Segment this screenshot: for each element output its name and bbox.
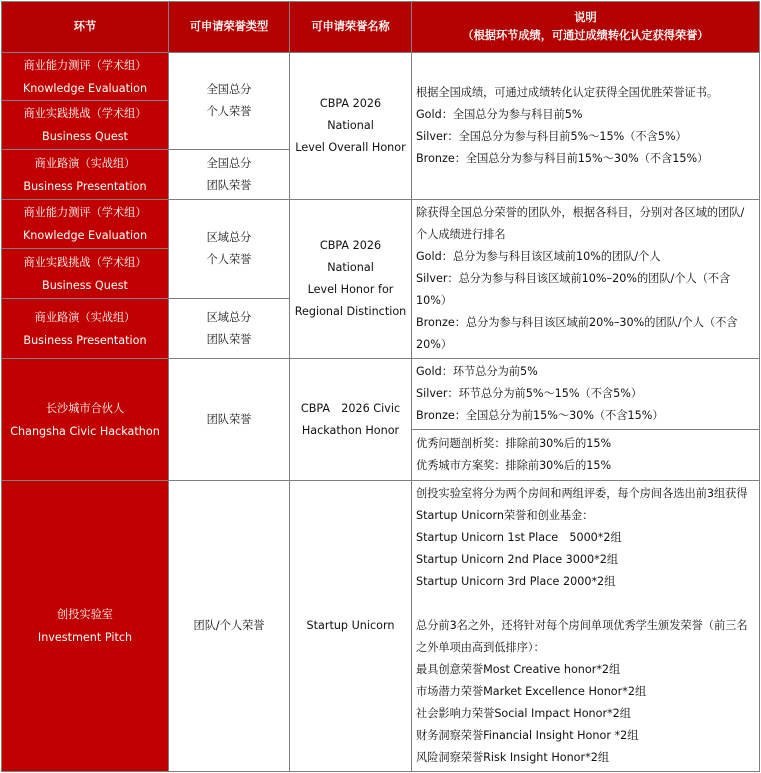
description-line: 财务洞察荣誉Financial Insight Honor *2组 <box>416 729 639 742</box>
description-pitch <box>412 481 760 772</box>
description-line: 风险洞察荣誉Risk Insight Honor*2组 <box>416 751 610 764</box>
honor-name-line: Level Honor for <box>307 283 394 296</box>
description-line: 优秀问题剖析奖：排除前30%后的15% <box>416 437 612 450</box>
honor-name-line: National <box>327 261 374 274</box>
description-line: Startup Unicorn 3rd Place 2000*2组 <box>416 575 616 588</box>
honor-type-line: 区域总分 <box>206 310 252 324</box>
honor-table <box>1 1 760 772</box>
description-national <box>412 53 760 200</box>
description-line: Silver：总分为参与科目该区域前10%–20%的团队/个人（不含10%） <box>416 272 731 307</box>
table-row <box>2 481 760 772</box>
stage-business-presentation-regional <box>2 299 169 359</box>
stage-business-quest-regional <box>2 249 169 299</box>
header-honor-type: 可申请荣誉类型 <box>169 2 290 53</box>
honor-type-hackathon: 团队荣誉 <box>169 359 290 481</box>
honor-name-line: Regional Distinction <box>294 305 407 318</box>
honor-type-line: 个人荣誉 <box>206 105 252 118</box>
stage-name-cn: 商业能力测评（学术组） <box>23 206 147 219</box>
description-line: 市场潜力荣誉Market Excellence Honor*2组 <box>416 685 647 698</box>
honor-type-line: 区域总分 <box>206 231 252 244</box>
honor-type-line: 全国总分 <box>206 83 252 96</box>
honor-type-line: 全国总分 <box>206 156 252 170</box>
description-line: 根据全国成绩，可通过成绩转化认定获得全国优胜荣誉证书。 <box>416 86 719 99</box>
honor-name-line: National <box>327 119 374 132</box>
honor-name-line: Hackathon Honor <box>301 423 400 437</box>
stage-name-cn: 商业实践挑战（学术组） <box>23 255 147 269</box>
honor-name-line: Level Overall Honor <box>295 141 406 154</box>
description-regional <box>412 200 760 359</box>
honor-name-national <box>290 53 412 200</box>
table-row <box>2 359 760 430</box>
honor-type-national-team <box>169 150 290 200</box>
honor-type-pitch: 团队/个人荣誉 <box>169 481 290 772</box>
table-row <box>2 200 760 249</box>
header-description <box>412 2 760 53</box>
honor-type-line: 团队荣誉 <box>206 178 252 192</box>
stage-name-cn: 商业路演（实战组） <box>34 156 136 170</box>
stage-name-en: Business Quest <box>42 278 128 292</box>
header-row <box>2 2 760 53</box>
stage-name-en: Business Quest <box>42 130 128 143</box>
honor-name-line: CBPA 2026 Civic <box>300 401 401 415</box>
stage-name-cn: 商业能力测评（学术组） <box>23 58 147 72</box>
header-honor-name: 可申请荣誉名称 <box>290 2 412 53</box>
description-line: 总分前3名之外，还将针对每个房间单项优秀学生颁发荣誉（前三名之外单项由高到低排序）： <box>416 619 748 654</box>
honor-name-hackathon <box>290 359 412 481</box>
description-line: 除获得全国总分荣誉的团队外，根据各科目，分别对各区域的团队/个人成绩进行排名 <box>416 206 745 241</box>
spacer <box>416 593 753 615</box>
description-line: Gold：环节总分为前5% <box>416 365 538 378</box>
description-line: Gold：全国总分为参与科目前5% <box>416 108 583 121</box>
description-line: Silver：环节总分为前5%～15%（不含5%） <box>416 387 643 400</box>
stage-knowledge-evaluation-regional <box>2 200 169 249</box>
description-line: Gold：总分为参与科目该区域前10%的团队/个人 <box>416 250 661 263</box>
honor-name-regional <box>290 200 412 359</box>
description-line: Bronze：全国总分为前15%～30%（不含15%） <box>416 409 664 422</box>
stage-name-en: Business Presentation <box>23 333 147 347</box>
stage-name-en: Knowledge Evaluation <box>22 81 148 95</box>
header-description-title: 说明 <box>574 11 597 24</box>
header-description-note: （根据环节成绩，可通过成绩转化认定获得荣誉） <box>462 29 709 42</box>
stage-name-en: Changsha Civic Hackathon <box>10 424 160 438</box>
stage-name-en: Knowledge Evaluation <box>22 229 148 242</box>
stage-name-en: Investment Pitch <box>37 631 133 644</box>
stage-civic-hackathon <box>2 359 169 481</box>
honor-type-line: 团队荣誉 <box>206 332 252 346</box>
honor-type-line: 个人荣誉 <box>206 253 252 266</box>
description-line: Bronze：总分为参与科目该区域前20%–30%的团队/个人（不含20%） <box>416 316 738 351</box>
stage-name-cn: 创投实验室 <box>57 608 113 621</box>
description-line: Silver：全国总分为参与科目前5%～15%（不含5%） <box>416 130 687 143</box>
stage-name-cn: 长沙城市合伙人 <box>45 401 125 415</box>
stage-name-cn: 商业路演（实战组） <box>34 310 136 324</box>
stage-business-presentation-national <box>2 150 169 200</box>
header-stage: 环节 <box>2 2 169 53</box>
honor-type-regional-individual <box>169 200 290 299</box>
description-line: Bronze：全国总分为参与科目前15%～30%（不含15%） <box>416 152 709 165</box>
stage-knowledge-evaluation-national <box>2 53 169 101</box>
honor-type-national-individual <box>169 53 290 150</box>
honor-name-line: CBPA 2026 <box>319 239 382 252</box>
description-line: 社会影响力荣誉Social Impact Honor*2组 <box>416 707 631 720</box>
stage-business-quest-national <box>2 101 169 150</box>
honor-name-pitch: Startup Unicorn <box>290 481 412 772</box>
description-line: 创投实验室将分为两个房间和两组评委，每个房间各选出前3组获得Startup Unicorn荣誉和创业基金： <box>416 487 748 522</box>
description-hackathon-ranking <box>412 359 760 430</box>
description-hackathon-special <box>412 430 760 481</box>
description-line: 优秀城市方案奖：排除前30%后的15% <box>416 459 612 472</box>
honor-name-line: CBPA 2026 <box>319 97 382 110</box>
description-line: Startup Unicorn 1st Place 5000*2组 <box>416 531 622 544</box>
description-line: 最具创意荣誉Most Creative honor*2组 <box>416 663 621 676</box>
honor-type-regional-team <box>169 299 290 359</box>
stage-name-en: Business Presentation <box>23 179 147 193</box>
table-row <box>2 53 760 101</box>
description-line: Startup Unicorn 2nd Place 3000*2组 <box>416 553 619 566</box>
stage-name-cn: 商业实践挑战（学术组） <box>23 107 147 120</box>
stage-investment-pitch <box>2 481 169 772</box>
